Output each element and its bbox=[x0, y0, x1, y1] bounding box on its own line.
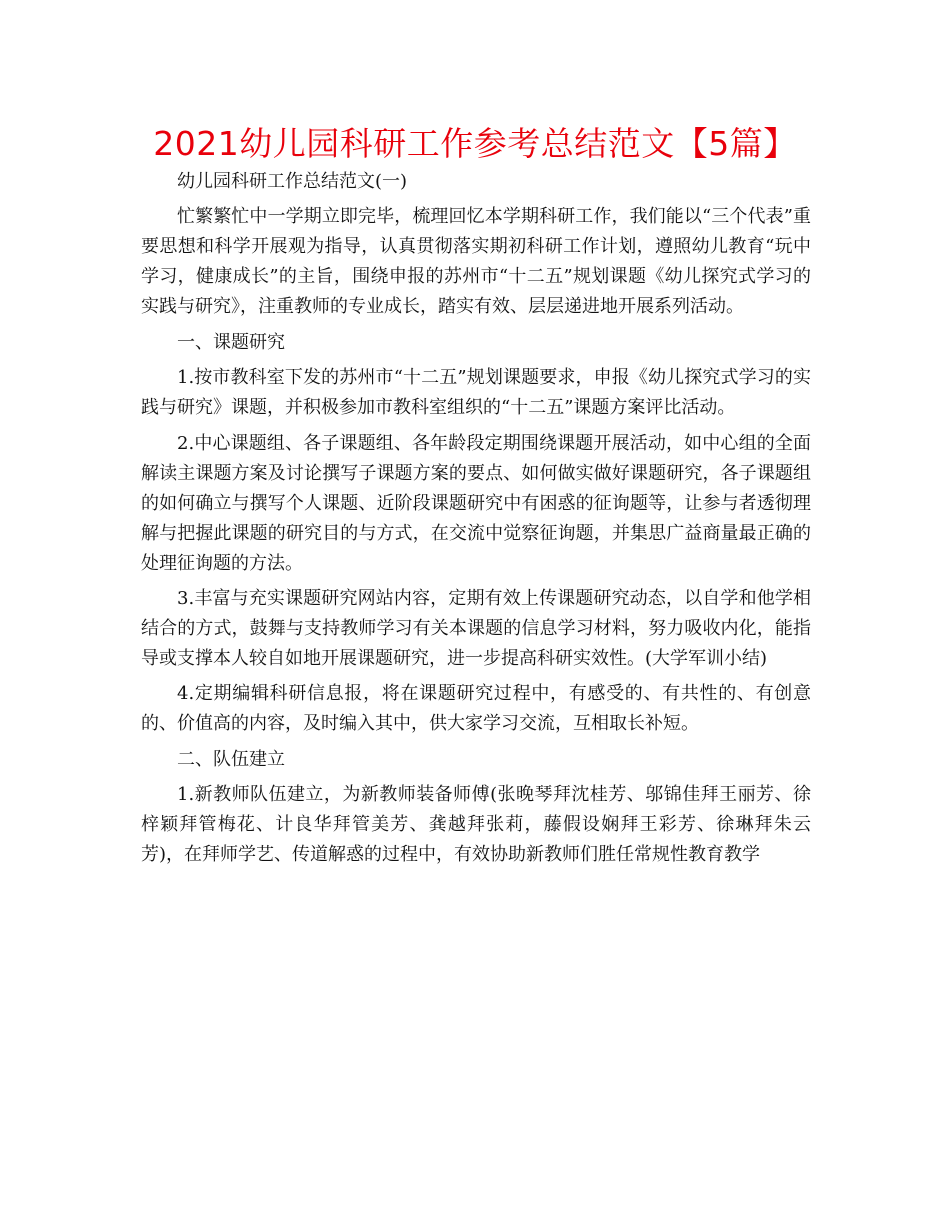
document-title: 2021幼儿园科研工作参考总结范文【5篇】 bbox=[153, 124, 797, 163]
paragraph: 1.新教师队伍建立，为新教师装备师傅(张晚琴拜沈桂芳、邬锦佳拜王丽芳、徐梓颖拜管梅花、计良华拜管美芳、龚越拜张莉，藤假设娴拜王彩芳、徐琳拜朱云芳)，在拜师学艺、传道解惑的过程中，有效协助新教师们胜任常规性教育教学 bbox=[141, 784, 811, 866]
document-body bbox=[141, 167, 811, 876]
paragraph: 4.定期编辑科研信息报，将在课题研究过程中，有感受的、有共性的、有创意的、价值高的内容，及时编入其中，供大家学习交流，互相取长补短。 bbox=[141, 683, 811, 735]
paragraph: 3.丰富与充实课题研究网站内容，定期有效上传课题研究动态，以自学和他学相结合的方式，鼓舞与支持教师学习有关本课题的信息学习材料，努力吸收内化，能指导或支撑本人较自如地开展课题研究，进一步提高科研实效性。(大学军训小结) bbox=[141, 587, 811, 669]
paragraph: 1.按市教科室下发的苏州市“十二五”规划课题要求，申报《幼儿探究式学习的实践与研究》课题，并积极参加市教科室组织的“十二五”课题方案评比活动。 bbox=[141, 367, 811, 419]
section-heading: 二、队伍建立 bbox=[177, 748, 285, 770]
paragraph: 忙繁繁忙中一学期立即完毕，梳理回忆本学期科研工作，我们能以“三个代表”重要思想和科学开展观为指导，认真贯彻落实期初科研工作计划，遵照幼儿教育“玩中学习，健康成长”的主旨，围绕申报的苏州市“十二五”规划课题《幼儿探究式学习的实践与研究》，注重教师的专业成长，踏实有效、层层递进地开展系列活动。 bbox=[141, 206, 811, 318]
section-heading: 一、课题研究 bbox=[177, 331, 285, 353]
section-heading: 幼儿园科研工作总结范文(一) bbox=[177, 171, 408, 192]
paragraph: 2.中心课题组、各子课题组、各年龄段定期围绕课题开展活动，如中心组的全面解读主课题方案及讨论撰写子课题方案的要点、如何做实做好课题研究，各子课题组的如何确立与撰写个人课题、近阶段课题研究中有困惑的征询题等，让参与者透彻理解与把握此课题的研究目的与方式，在交流中觉察征询题，并集思广益商量最正确的处理征询题的方法。 bbox=[141, 432, 811, 574]
